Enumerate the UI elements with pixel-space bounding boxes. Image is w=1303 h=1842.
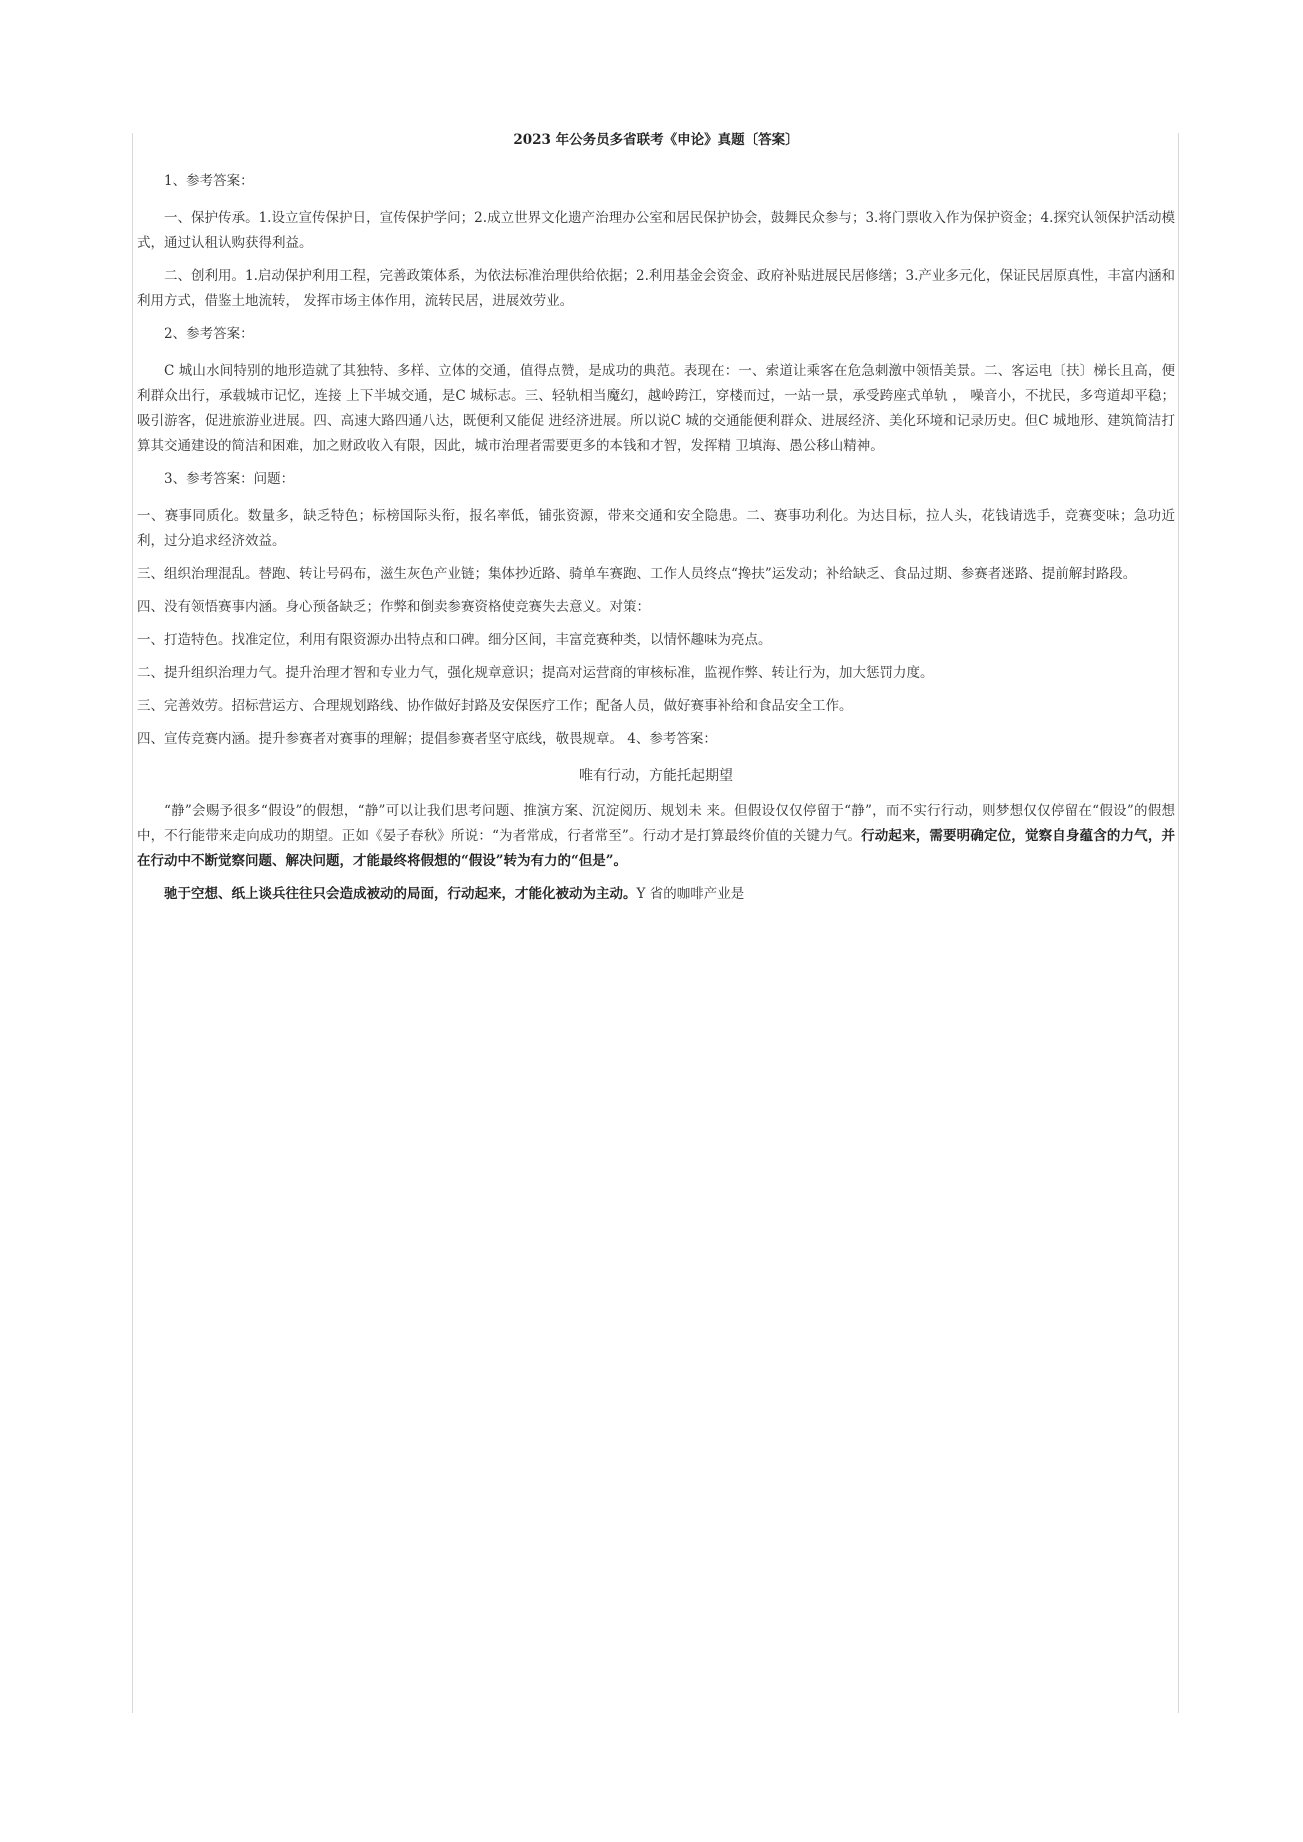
answer-2-paragraph: C 城山水间特别的地形造就了其独特、多样、立体的交通，值得点赞，是成功的典范。表现在：一、索道让乘客在危急刺激中领悟美景。二、客运电〔扶〕梯长且高，便利群众出行，承载城市记忆，连接 上下半城交通，是C 城标志。三、轻轨相当魔幻，越岭跨江，穿楼而过，一站一景，承受跨座式单轨 ， 噪音小，不扰民，多弯道却平稳；吸引游客，促进旅游业进展。四、高速大路四通八达，既便利又能促 进经济进展。所以说C 城的交通能便利群众、进展经济、美化环境和记录历史。但C 城地形、建筑简洁打算其交通建设的简洁和困难，加之财政收入有限，因此，城市治理者需要更多的本钱和才智，发挥精 卫填海、愚公移山精神。: [137, 363, 1175, 454]
document-title: 2023 年公务员多省联考《申论》真题〔答案〕: [513, 132, 799, 148]
answer-1-heading: 1、参考答案：: [164, 173, 254, 189]
answer-3-problem-3: 三、组织治理混乱。替跑、转让号码布，滋生灰色产业链；集体抄近路、骑单车赛跑、工作人员终点“搀扶”运发动；补给缺乏、食品过期、参赛者迷路、提前解封路段。: [137, 566, 1137, 582]
essay-paragraph-2-text: Y 省的咖啡产业是: [636, 886, 745, 902]
answer-2-heading: 2、参考答案：: [164, 326, 254, 342]
essay-title: 唯有行动，方能托起期望: [579, 768, 733, 784]
answer-3-measure-2: 二、提升组织治理力气。提升治理才智和专业力气，强化规章意识；提高对运营商的审核标准，监视作弊、转让行为，加大惩罚力度。: [137, 665, 934, 681]
right-margin-line: [1178, 133, 1179, 1713]
answer-3-problem-4: 四、没有领悟赛事内涵。身心预备缺乏；作弊和倒卖参赛资格使竞赛失去意义。对策：: [137, 599, 650, 615]
left-margin-line: [132, 133, 133, 1713]
answer-3-measure-4: 四、宣传竞赛内涵。提升参赛者对赛事的理解；提倡参赛者坚守底线，敬畏规章。 4、参考答案：: [137, 731, 717, 747]
essay-paragraph-1-bold: 行动起来，需要明确定位，觉察自身蕴含的力气，并在行动中不断觉察问题、解决问题，才能最终将假想的“假设”转为有力的“但是”。: [137, 828, 1175, 869]
essay-paragraph-1: [137, 799, 1175, 874]
document-content: [137, 128, 1175, 915]
answer-3-problem-1: 一、赛事同质化。数量多，缺乏特色；标榜国际头衔，报名率低，铺张资源，带来交通和安全隐患。二、赛事功利化。为达目标，拉人头，花钱请选手，竞赛变味；急功近利，过分追求经济效益。: [137, 508, 1175, 549]
answer-1-paragraph-1: 一、保护传承。1.设立宣传保护日，宣传保护学问；2.成立世界文化遗产治理办公室和居民保护协会，鼓舞民众参与；3.将门票收入作为保护资金；4.探究认领保护活动模式，通过认租认购获得利益。: [137, 210, 1175, 251]
answer-1-paragraph-2: 二、创利用。1.启动保护利用工程，完善政策体系，为依法标准治理供给依据；2.利用基金会资金、政府补贴进展民居修缮；3.产业多元化，保证民居原真性，丰富内涵和利用方式，借鉴土地流转， 发挥市场主体作用，流转民居，进展效劳业。: [137, 268, 1175, 309]
answer-3-measure-1: 一、打造特色。找准定位，利用有限资源办出特点和口碑。细分区间，丰富竞赛种类，以情怀趣味为亮点。: [137, 632, 772, 648]
answer-3-measure-3: 三、完善效劳。招标营运方、合理规划路线、协作做好封路及安保医疗工作；配备人员，做好赛事补给和食品安全工作。: [137, 698, 853, 714]
essay-paragraph-2-bold: 驰于空想、纸上谈兵往往只会造成被动的局面，行动起来，才能化被动为主动。: [164, 886, 637, 902]
essay-paragraph-2: [137, 882, 1175, 907]
answer-3-heading: 3、参考答案：问题：: [164, 471, 295, 487]
essay-paragraph-1-text: “静”会赐予很多“假设”的假想，“静”可以让我们思考问题、推演方案、沉淀阅历、规划未 来。但假设仅仅停留于“静”，而不实行行动，则梦想仅仅停留在“假设”的假想中，不行能带来走向成功的期望。正如《晏子春秋》所说：“为者常成，行者常至”。行动才是打算最终价值的关键力气。: [137, 803, 1175, 844]
